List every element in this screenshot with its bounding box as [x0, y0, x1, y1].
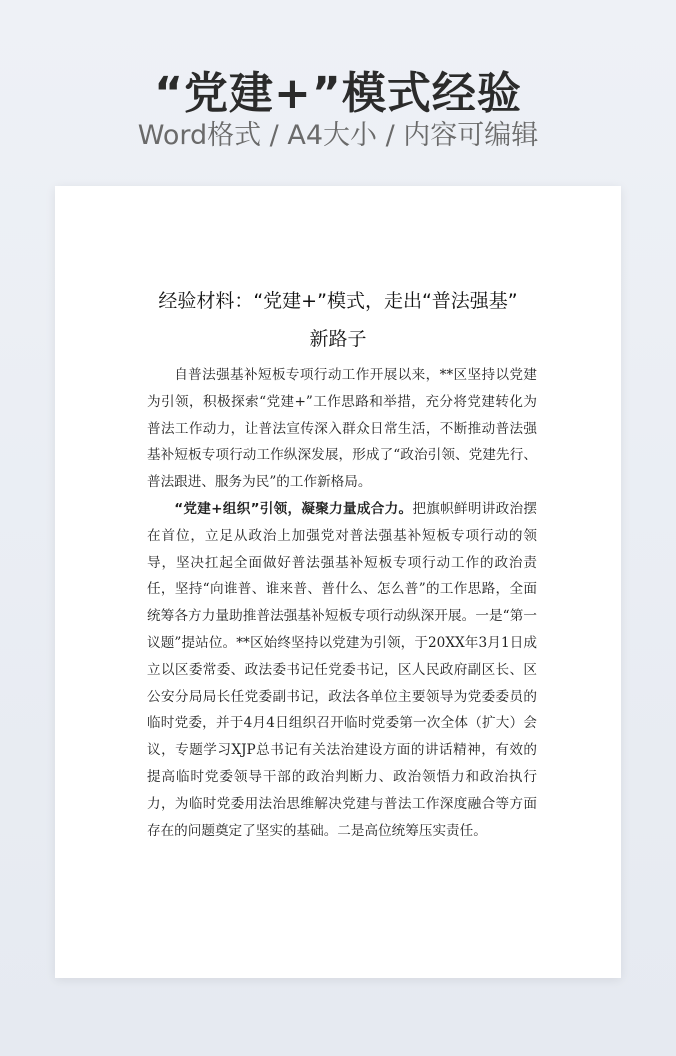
paragraph-lead-heading: “党建+组织”引领，凝聚力量成合力。 [174, 500, 413, 517]
document-paragraph-1: 自普法强基补短板专项行动工作开展以来，**区坚持以党建为引领，积极探索“党建+”工作思路和举措，充分将党建转化为普法工作动力，让普法宣传深入群众日常生活，不断推动普法强基补短板专项行动工作纵深发展，形成了“政治引领、党建先行、普法跟进、服务为民”的工作新格局。 [147, 367, 537, 491]
paragraph-2-text: 把旗帜鲜明讲政治摆在首位，立足从政治上加强党对普法强基补短板专项行动的领导，坚决扛起全面做好普法强基补短板专项行动工作的政治责任，坚持“向谁普、谁来普、普什么、怎么普”的工作思路，全面统筹各方力量助推普法强基补短板专项行动纵深开展。一是“第一议题”提站位。**区始终坚持以党建为引领，于20XX年3月1日成立以区委常委、政法委书记任党委书记，区人民政府副区长、区公安分局局长任党委副书记，政法各单位主要领导为党委委员的临时党委，并于4月4日组织召开临时党委第一次全体（扩大）会议，专题学习XJP总书记有关法治建设方面的讲话精神，有效的提高临时党委领导干部的政治判断力、政治领悟力和政治执行力，为临时党委用法治思维解决党建与普法工作深度融合等方面存在的问题奠定了坚实的基础。二是高位统筹压实责任。 [147, 500, 537, 839]
document-page [55, 186, 621, 978]
document-paragraph-2 [147, 496, 537, 844]
document-body [147, 362, 537, 844]
document-title [55, 282, 621, 358]
promo-title: “党建+”模式经验 [154, 68, 522, 119]
document-title-line-2: 新路子 [309, 328, 367, 350]
promo-subtitle: Word格式 / A4大小 / 内容可编辑 [137, 120, 539, 151]
document-title-line-1: 经验材料：“党建+”模式，走出“普法强基” [158, 290, 518, 312]
